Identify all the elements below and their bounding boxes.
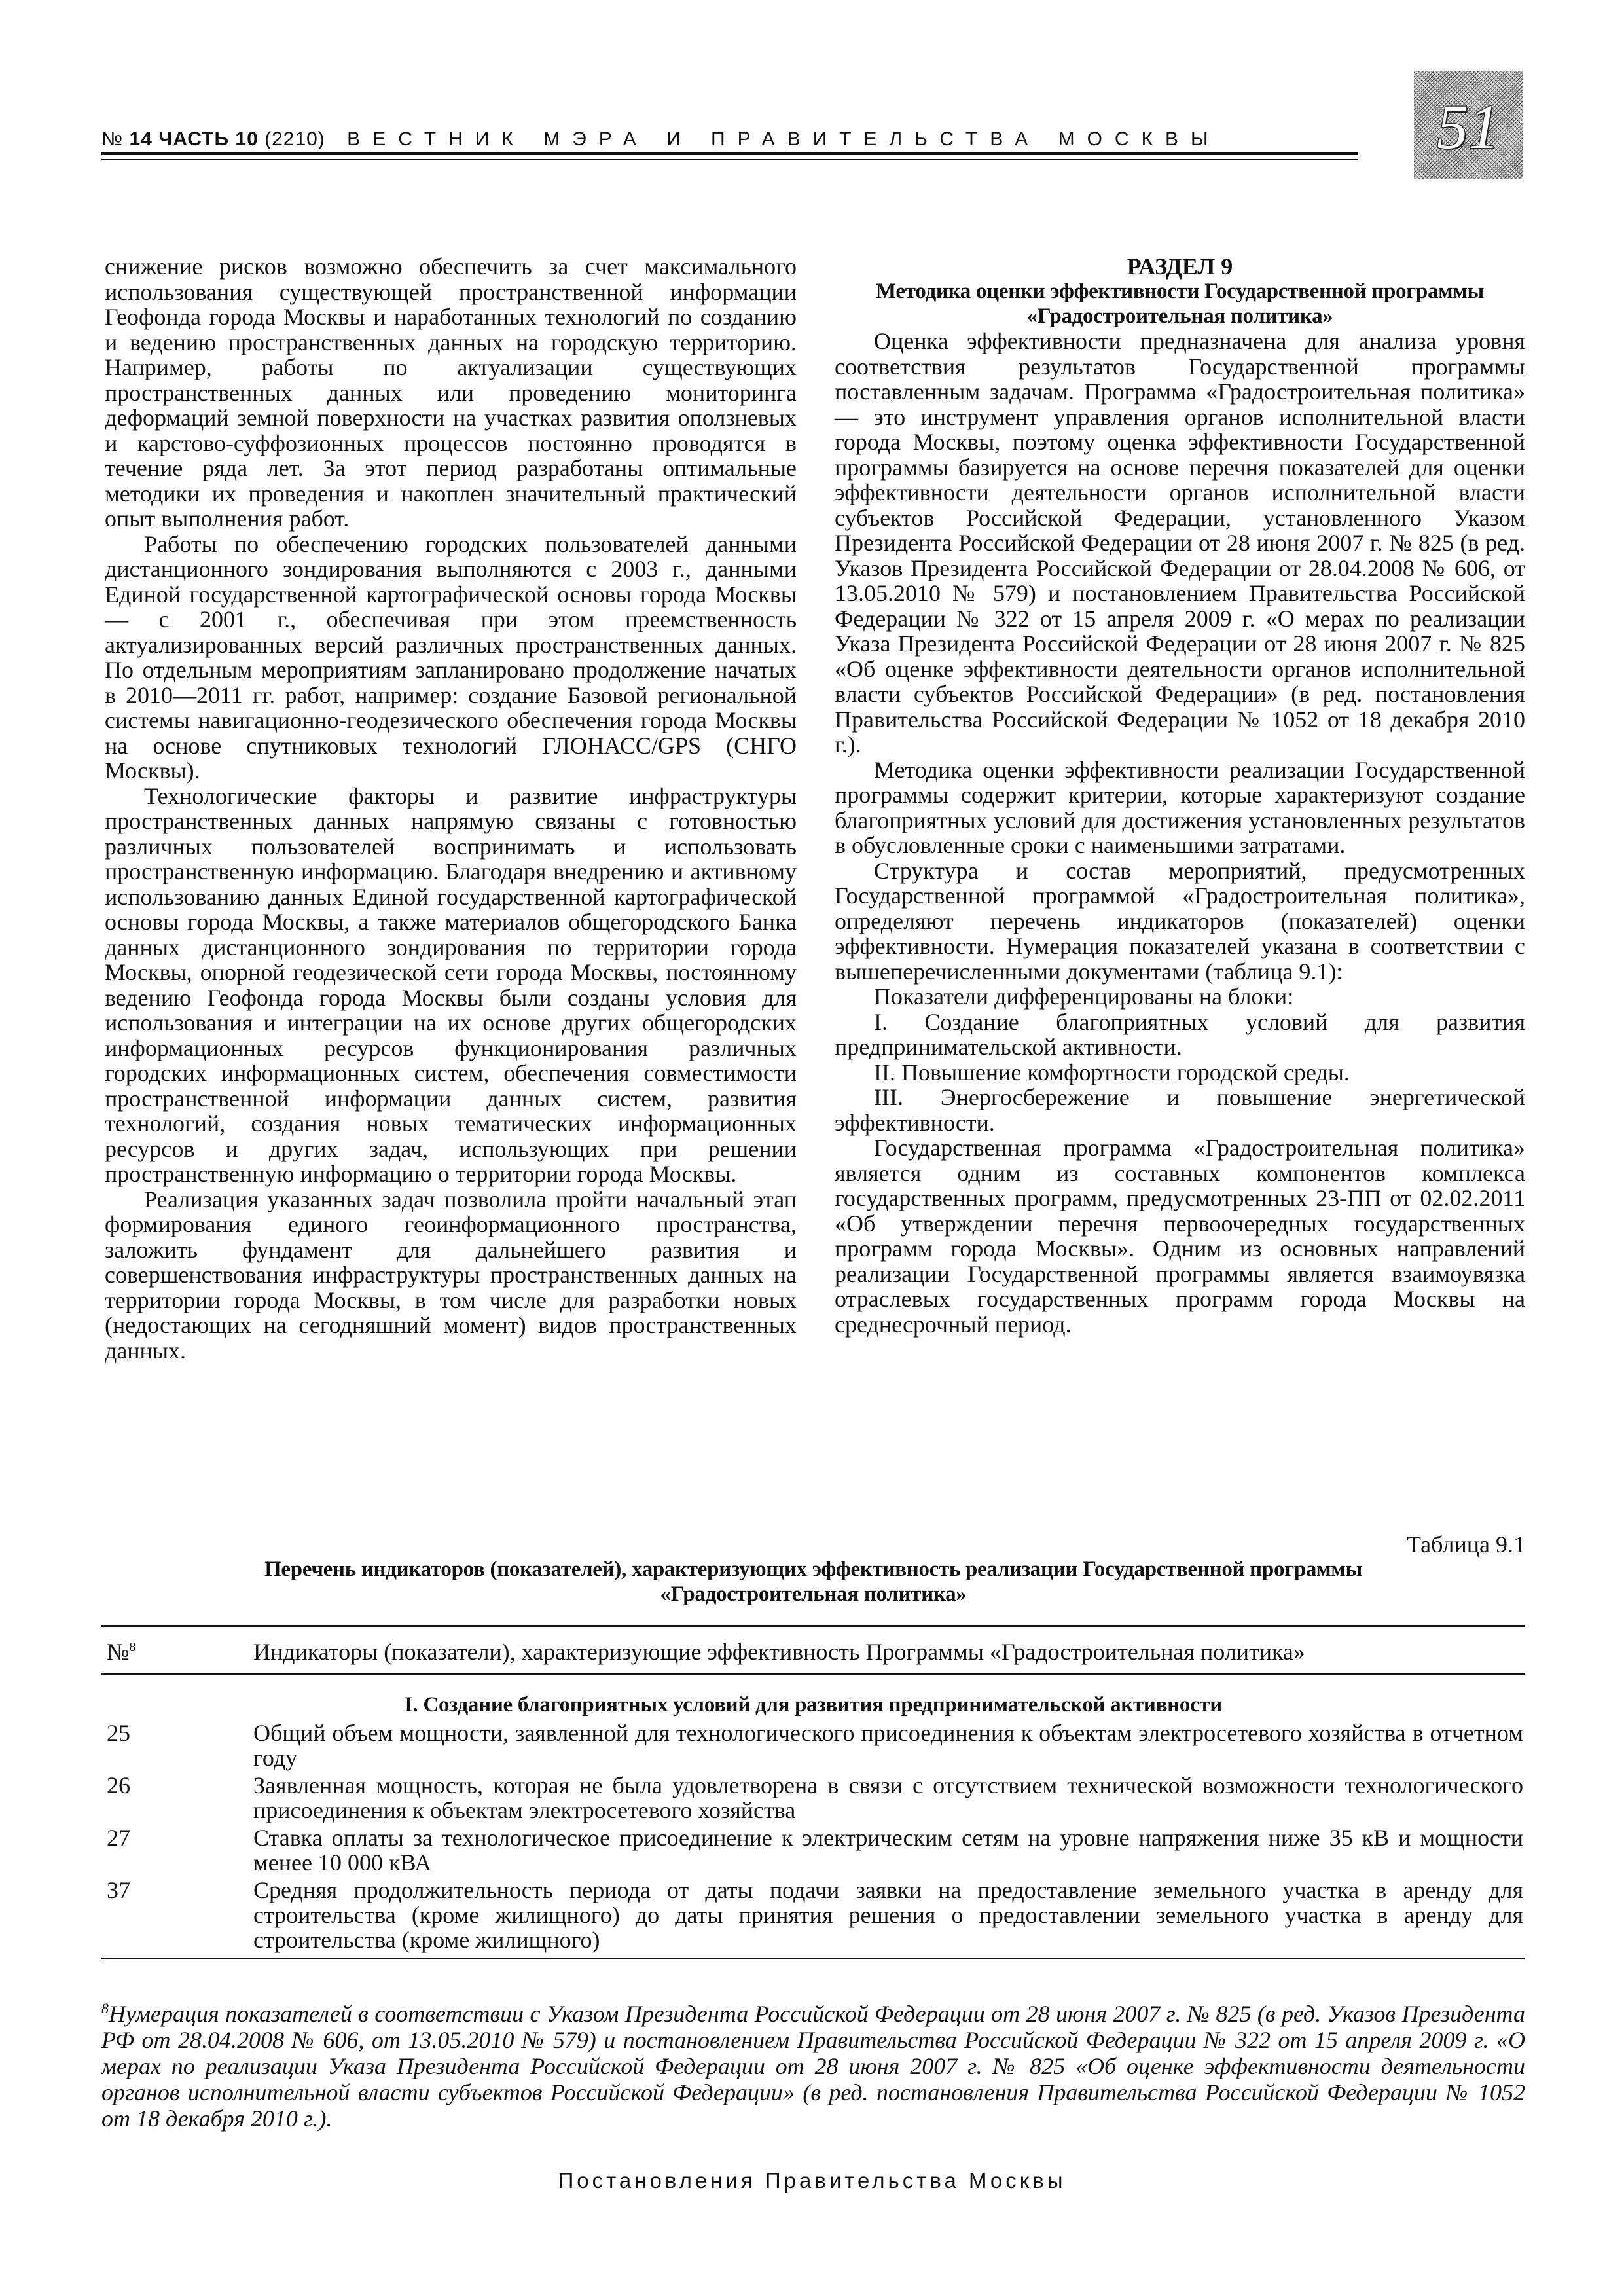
table-label: Таблица 9.1 bbox=[1407, 1531, 1525, 1558]
right-column bbox=[835, 254, 1525, 1337]
issue-no-sign: № bbox=[101, 128, 124, 150]
row-text: Общий объем мощности, заявленной для технологического присоединения к объектам электросетевого хозяйства в отчетном году bbox=[253, 1720, 1523, 1771]
table-caption bbox=[101, 1557, 1525, 1607]
footnote-mark: 8 bbox=[101, 2000, 109, 2016]
table-header-num bbox=[107, 1638, 135, 1666]
paragraph: I. Создание благоприятных условий для развития предпринимательской активности. bbox=[835, 1008, 1525, 1060]
table-caption-line2: «Градостроительная политика» bbox=[660, 1582, 967, 1606]
table-section-title: I. Создание благоприятных условий для развития предпринимательской активности bbox=[404, 1693, 1223, 1717]
paragraph: Технологические факторы и развитие инфраструктуры пространственных данных напрямую связаны с готовностью различных пользователей воспринимать и использовать пространственную информацию. Благодаря внедрению и активному использованию данных Единой государственной картографической основы города Москвы, а также материалов общегородского Банка данных дистанционного зондирования по территории города Москвы, опорной геодезической сети города Москвы, постоянному ведению Геофонда города Москвы были созданы условия для использования и интеграции на их основе других общегородских информационных ресурсов функционирования различных городских информационных систем, обеспечения совместимости пространственной информации данных систем, развития технологий, создания новых тематических информационных ресурсов и других задач, использующих при решении пространственную информацию о территории города Москвы. bbox=[105, 782, 797, 1187]
paragraph: Оценка эффективности предназначена для анализа уровня соответствия результатов Государственной программы поставленным задачам. Программа «Градостроительная политика» — это инструмент управления органов исполнительной власти города Москвы, поэтому оценка эффективности Государственной программы базируется на основе перечня показателей для оценки эффективности деятельности органов исполнительной власти субъектов Российской Федерации, установленного Указом Президента Российской Федерации от 28 июня 2007 г. № 825 (в ред. Указов Президента Российской Федерации от 28.04.2008 № 606, от 13.05.2010 № 579) и постановлением Правительства Российской Федерации № 322 от 15 апреля 2009 г. «О мерах по реализации Указа Президента Российской Федерации от 28 июня 2007 г. № 825 «Об оценке эффективности деятельности органов исполнительной власти субъектов Российской Федерации» (в ред. постановления Правительства Российской Федерации № 1052 от 18 декабря 2010 г.). bbox=[835, 328, 1525, 757]
paragraph: Показатели дифференцированы на блоки: bbox=[874, 983, 1294, 1010]
row-text: Ставка оплаты за технологическое присоединение к электрическим сетям на уровне напряжения ниже 35 кВ и мощности менее 10 000 кВА bbox=[253, 1825, 1523, 1876]
running-footer: Постановления Правительства Москвы bbox=[558, 2168, 1066, 2193]
table-header-name: Индикаторы (показатели), характеризующие эффективность Программы «Градостроительная политика» bbox=[253, 1639, 1305, 1665]
page-number: 51 bbox=[1437, 92, 1500, 162]
issue-info bbox=[101, 128, 1221, 151]
paragraph: Работы по обеспечению городских пользователей данными дистанционного зондирования выполняются с 2003 г., данными Единой государственной картографической основы города Москвы — с 2001 г., обеспечивая при этом преемственность актуализированных версий различных пространственных данных. По отдельным мероприятиям запланировано продолжение начатых в 2010—2011 гг. работ, например: создание Базовой региональной системы навигационно-геодезического обеспечения города Москвы на основе спутниковых технологий ГЛОНАСС/GPS (СНГО Москвы). bbox=[105, 530, 797, 784]
paragraph: снижение рисков возможно обеспечить за счет максимального использования существующей пространственной информации Геофонда города Москвы и наработанных технологий по созданию и ведению пространственных данных на городскую территорию. Например, работы по актуализации существующих пространственных данных или проведению мониторинга деформаций земной поверхности на участках развития оползневых и карстово-суффозионных процессов постоянно проводятся в течение ряда лет. За этот период разработаны оптимальные методики их проведения и накоплен значительный практический опыт выполнения работ. bbox=[105, 253, 797, 532]
header-rule-thick bbox=[101, 152, 1358, 155]
paragraph: Реализация указанных задач позволила пройти начальный этап формирования единого геоинформационного пространства, заложить фундамент для дальнейшего развития и совершенствования инфраструктуры пространственных данных на территории города Москвы, в том числе для разработки новых (недостающих на сегодняшний момент) видов пространственных данных. bbox=[105, 1186, 797, 1364]
col-num-footnote-ref: 8 bbox=[129, 1640, 136, 1654]
row-number: 37 bbox=[107, 1877, 130, 1903]
row-number: 27 bbox=[107, 1825, 130, 1851]
section-subtitle-line1: Методика оценки эффективности Государственной программы bbox=[876, 280, 1484, 303]
paragraph: II. Повышение комфортности городской среды. bbox=[874, 1059, 1350, 1085]
page-number-badge bbox=[1414, 71, 1523, 179]
row-text: Средняя продолжительность периода от даты подачи заявки на предоставление земельного участка в аренду для строительства (кроме жилищного) до даты принятия решения о предоставлении земельного участка в аренду для строительства (кроме жилищного) bbox=[253, 1877, 1523, 1953]
section-title: РАЗДЕЛ 9 bbox=[1127, 253, 1233, 280]
paragraph: Государственная программа «Градостроительная политика» является одним из составных компонентов комплекса государственных программ, предусмотренных 23-ПП от 02.02.2011 «Об утверждении перечня первоочередных государственных программ города Москвы». Одним из основных направлений реализации Государственной программы является взаимоувязка отраслевых государственных программ города Москвы на среднесрочный период. bbox=[835, 1135, 1525, 1338]
table-header-rule bbox=[101, 1673, 1525, 1675]
section-subtitle-line2: «Градостроительная политика» bbox=[1026, 304, 1333, 328]
row-text: Заявленная мощность, которая не была удовлетворена в связи с отсутствием технической возможности технологического присоединения к объектам электросетевого хозяйства bbox=[253, 1772, 1523, 1823]
paragraph: Структура и состав мероприятий, предусмотренных Государственной программой «Градостроительная политика», определяют перечень индикаторов (показателей) оценки эффективности. Нумерация показателей указана в соответствии с вышеперечисленными документами (таблица 9.1): bbox=[835, 857, 1525, 985]
row-number: 25 bbox=[107, 1720, 130, 1746]
issue-serial: (2210) bbox=[264, 128, 325, 150]
publication-title: ВЕСТНИК МЭРА И ПРАВИТЕЛЬСТВА МОСКВЫ bbox=[347, 128, 1221, 150]
left-column bbox=[105, 254, 797, 1363]
issue-part: ЧАСТЬ 10 bbox=[158, 128, 259, 150]
table-top-rule bbox=[101, 1625, 1525, 1627]
col-num-label: № bbox=[107, 1639, 130, 1665]
footnote bbox=[101, 1995, 1525, 2132]
paragraph: Методика оценки эффективности реализации Государственной программы содержит критерии, которые характеризуют создание благоприятных условий для достижения установленных результатов в обусловленные сроки с наименьшими затратами. bbox=[835, 756, 1525, 858]
paragraph: III. Энергосбережение и повышение энергетической эффективности. bbox=[835, 1084, 1525, 1136]
row-number: 26 bbox=[107, 1772, 130, 1798]
footnote-text: Нумерация показателей в соответствии с Указом Президента Российской Федерации от 28 июня 2007 г. № 825 (в ред. Указов Президента РФ от 28.04.2008 № 606, от 13.05.2010 № 579) и постановлением Правительства Российской Федерации № 322 от 15 апреля 2009 г. «О мерах по реализации Указа Президента Российской Федерации от 28 июня 2007 г. № 825 «Об оценке эффективности деятельности органов исполнительной власти субъектов Российской Федерации» (в ред. постановления Правительства Российской Федерации № 1052 от 18 декабря 2010 г.). bbox=[101, 2001, 1525, 2132]
header-rule-thin bbox=[101, 159, 1358, 160]
table-bottom-rule bbox=[101, 1958, 1525, 1959]
issue-number: 14 bbox=[129, 128, 153, 150]
table-caption-line1: Перечень индикаторов (показателей), характеризующих эффективность реализации Государственной программы bbox=[264, 1558, 1362, 1581]
